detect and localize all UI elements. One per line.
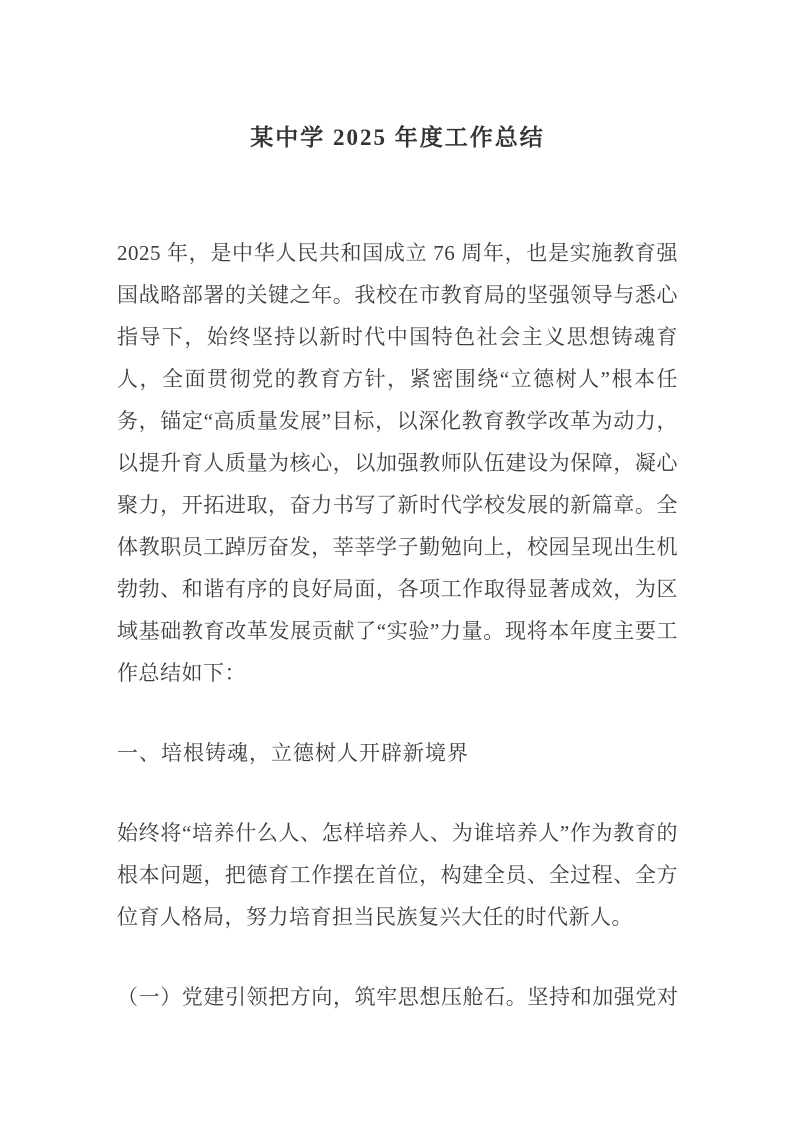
subsection-1-1-paragraph: （一）党建引领把方向，筑牢思想压舱石。坚持和加强党对 bbox=[117, 985, 678, 1009]
document-title: 某中学 2025 年度工作总结 bbox=[250, 125, 545, 150]
section-1-heading: 一、培根铸魂，立德树人开辟新境界 bbox=[117, 741, 469, 765]
intro-paragraph: 2025 年，是中华人民共和国成立 76 周年，也是实施教育强国战略部署的关键之年。我校在市教育局的坚强领导与悉心指导下，始终坚持以新时代中国特色社会主义思想铸魂育人，全面贯彻党的教育方针，紧密围绕“立德树人”根本任务，锚定“高质量发展”目标，以深化教育教学改革为动力，以提升育人质量为核心，以加强教师队伍建设为保障，凝心聚力，开拓进取，奋力书写了新时代学校发展的新篇章。全体教职员工踔厉奋发，莘莘学子勤勉向上，校园呈现出生机勃勃、和谐有序的良好局面，各项工作取得显著成效，为区域基础教育改革发展贡献了“实验”力量。现将本年度主要工作总结如下： bbox=[117, 241, 678, 685]
section-1-paragraph: 始终将“培养什么人、怎样培养人、为谁培养人”作为教育的根本问题，把德育工作摆在首位，构建全员、全过程、全方位育人格局，努力培育担当民族复兴大任的时代新人。 bbox=[117, 821, 678, 929]
